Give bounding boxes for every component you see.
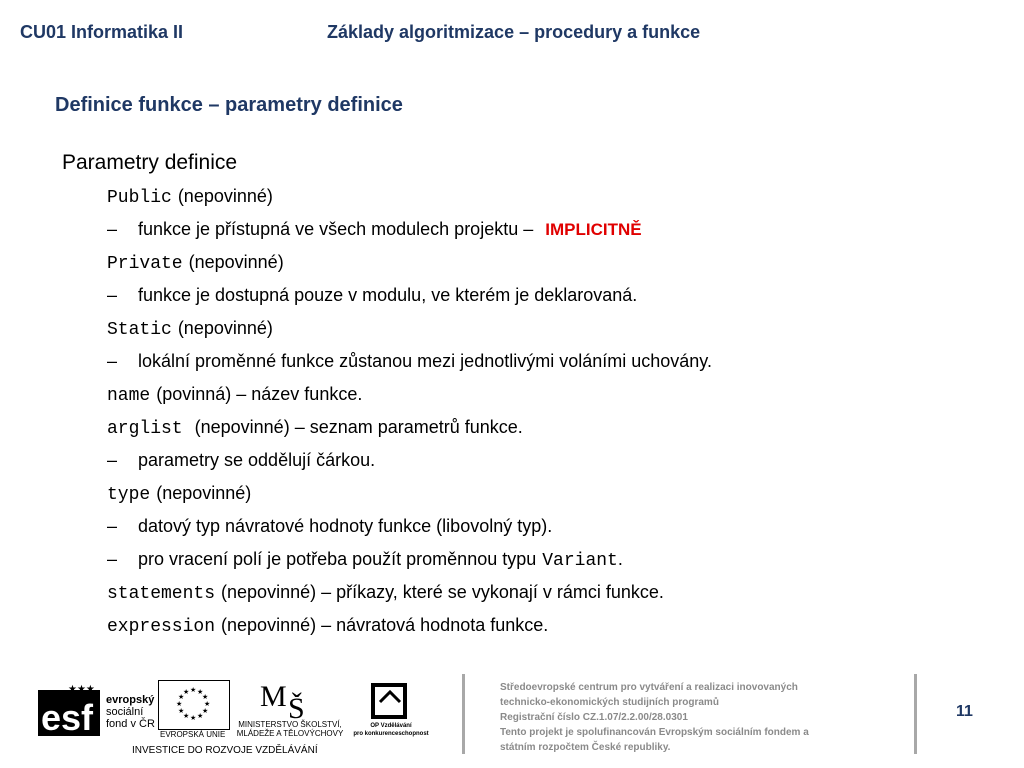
info-line: technicko-ekonomických studijních programů [500,697,719,708]
svg-text:★: ★ [183,712,190,720]
esf-mark-icon [38,680,102,738]
code-keyword: name [107,386,151,406]
project-info [500,680,860,755]
svg-text:★: ★ [204,700,211,708]
desc-suffix: . [617,549,623,569]
footer-divider [462,674,465,754]
op-label [352,722,430,738]
svg-text:★: ★ [197,712,204,720]
code-keyword: statements [107,584,216,604]
op-logo [370,682,410,720]
param-note: (nepovinné) [177,318,273,338]
topic-title: Základy algoritmizace – procedury a funkce [327,22,701,42]
param-public-desc [62,213,962,246]
eu-label: EVROPSKÁ UNIE [160,730,226,739]
desc-text: pro vracení polí je potřeba použít proměnnou typu [138,549,537,569]
param-note: (nepovinné) – příkazy, které se vykonají v rámci funkce. [221,582,664,602]
svg-text:M: M [260,680,287,713]
eu-flag-logo [158,680,230,730]
info-line: státním rozpočtem České republiky. [500,742,671,753]
desc-text: funkce je dostupná pouze v modulu, ve kterém je deklarovaná. [138,285,638,305]
dash-bullet: – [107,219,118,239]
param-type [62,477,962,510]
dash-bullet: – [107,516,118,536]
param-arglist-desc [62,444,962,477]
code-keyword: Private [107,254,183,274]
svg-text:esf: esf [41,697,94,738]
eu-stars-icon [159,681,227,727]
section-heading: Parametry definice [62,151,238,174]
info-line: Registrační číslo CZ.1.07/2.2.00/28.0301 [500,712,688,723]
param-note: (nepovinné) [177,186,273,206]
dash-bullet: – [107,285,118,305]
param-private [62,246,962,279]
code-keyword: type [107,485,151,505]
svg-text:★: ★ [197,688,204,696]
param-type-desc-1 [62,510,962,543]
param-note: (povinná) – název funkce. [156,384,363,404]
param-expression [62,609,962,642]
svg-text:Š: Š [288,692,305,720]
investice-label: INVESTICE DO ROZVOJE VZDĚLÁVÁNÍ [132,745,318,756]
op-label-2: pro konkurenceschopnost [353,731,429,737]
svg-text:★: ★ [178,693,185,701]
desc-text: datový typ návratové hodnoty funkce (libovolný typ). [138,516,553,536]
desc-text: funkce je přístupná ve všech modulech projektu – [138,219,534,239]
desc-text: lokální proměnné funkce zůstanou mezi jednotlivými voláními uchovány. [138,351,712,371]
svg-text:★: ★ [202,693,209,701]
msmt-label [232,720,348,738]
param-private-desc [62,279,962,312]
param-note: (nepovinné) [188,252,284,272]
svg-text:★: ★ [190,714,197,722]
op-mark-icon [370,682,410,720]
code-keyword: Variant [542,551,618,571]
svg-text:★: ★ [178,707,185,715]
code-keyword: arglist [107,419,183,439]
param-public [62,180,962,213]
esf-line-2: sociální [106,706,144,718]
esf-line-3: fond v ČR [106,718,155,730]
msmt-label-1: MINISTERSTVO ŠKOLSTVÍ, [238,720,342,729]
dash-bullet: – [107,549,118,569]
param-name [62,378,962,411]
info-line: Středoevropské centrum pro vytváření a realizaci inovovaných [500,682,798,693]
svg-text:★: ★ [176,700,183,708]
dash-bullet: – [107,351,118,371]
slide-title: Definice funkce – parametry definice [55,94,403,116]
param-type-desc-2 [62,543,962,576]
code-keyword: Public [107,188,172,208]
course-title: CU01 Informatika II [20,22,184,42]
desc-text: parametry se oddělují čárkou. [138,450,376,470]
param-static-desc [62,345,962,378]
param-static [62,312,962,345]
footer-divider [914,674,917,754]
param-note: (nepovinné) – návratová hodnota funkce. [221,615,549,635]
slide-content [62,148,962,642]
msmt-mark-icon [258,680,330,720]
msmt-label-2: MLÁDEŽE A TĚLOVÝCHOVY [236,729,344,738]
page-number: 11 [956,703,973,720]
param-arglist [62,411,962,444]
param-note: (nepovinné) [156,483,252,503]
esf-line-1: evropský [106,694,155,706]
info-line: Tento projekt je spolufinancován Evropským sociálním fondem a [500,727,809,738]
dash-bullet: – [107,450,118,470]
svg-text:★: ★ [183,688,190,696]
op-label-1: OP Vzdělávání [370,723,412,729]
param-note: (nepovinné) – seznam parametrů funkce. [194,417,523,437]
code-keyword: Static [107,320,172,340]
param-statements [62,576,962,609]
svg-text:★★★: ★★★ [68,684,95,695]
implicit-highlight: IMPLICITNĚ [545,220,642,239]
svg-text:★: ★ [190,686,197,694]
svg-text:★: ★ [202,707,209,715]
esf-logo [38,680,158,742]
code-keyword: expression [107,617,216,637]
msmt-logo [258,680,330,720]
